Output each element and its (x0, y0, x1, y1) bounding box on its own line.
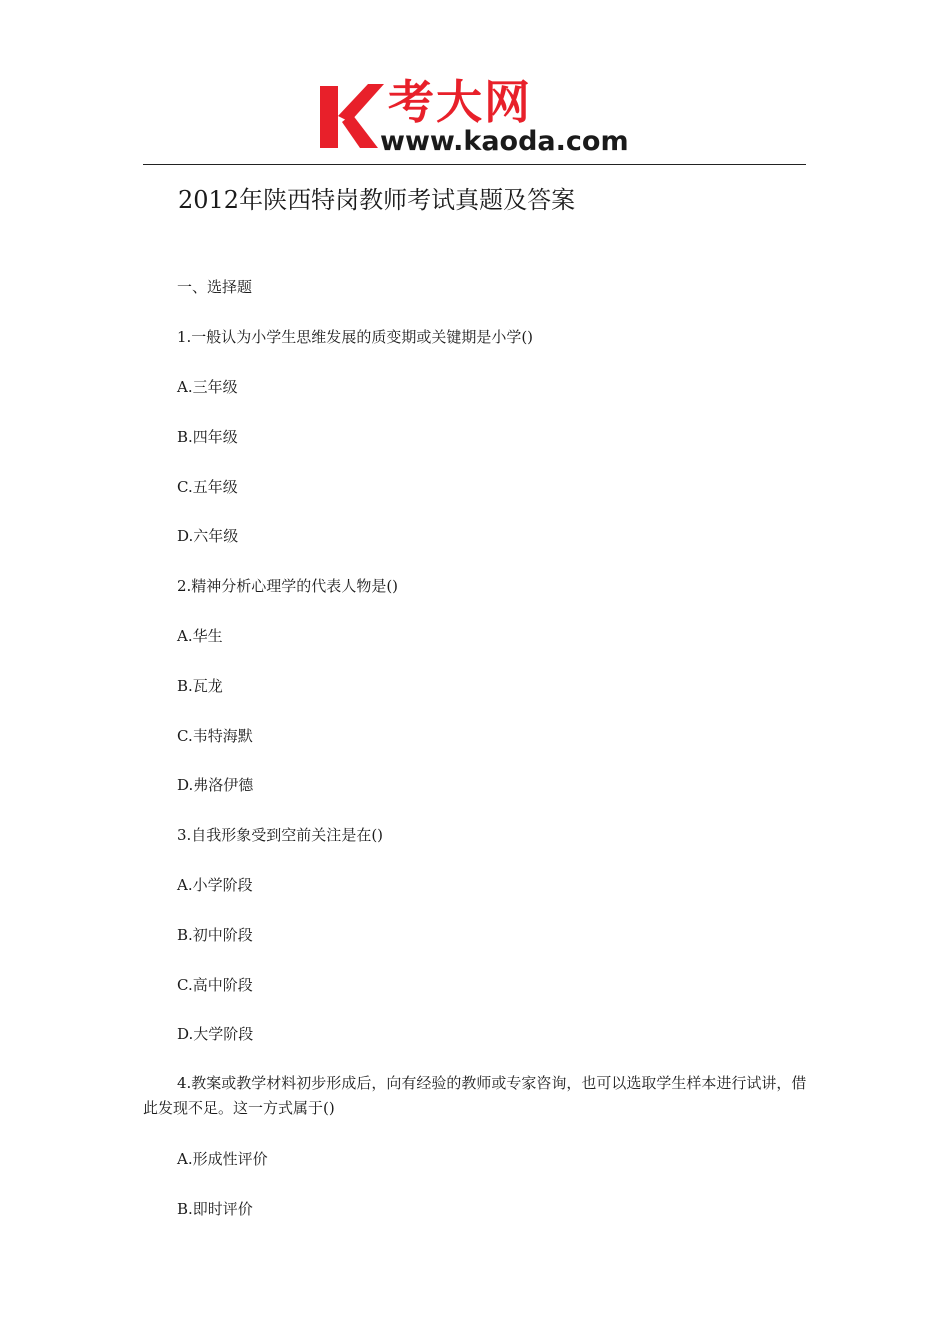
question-4-option-b: B.即时评价 (177, 1200, 253, 1218)
document-title: 2012年陕西特岗教师考试真题及答案 (178, 186, 576, 214)
question-3-option-d: D.大学阶段 (177, 1025, 254, 1043)
question-1-option-d: D.六年级 (177, 527, 239, 545)
kaoda-logo (318, 76, 638, 160)
question-2-option-d: D.弗洛伊德 (177, 776, 254, 794)
question-1-option-c: C.五年级 (177, 478, 238, 496)
question-1-stem: 1.一般认为小学生思维发展的质变期或关键期是小学() (177, 328, 534, 346)
logo-url-text: www.kaoda.com (380, 126, 629, 157)
k-logo-icon (318, 82, 384, 152)
question-2-option-a: A.华生 (177, 627, 223, 645)
question-2-stem: 2.精神分析心理学的代表人物是() (177, 577, 399, 595)
question-4-option-a: A.形成性评价 (177, 1150, 268, 1168)
question-3-option-a: A.小学阶段 (177, 876, 253, 894)
question-1-option-a: A.三年级 (177, 378, 238, 396)
section-heading: 一、选择题 (177, 278, 253, 296)
question-3-option-c: C.高中阶段 (177, 976, 253, 994)
question-3-option-b: B.初中阶段 (177, 926, 253, 944)
question-2-option-b: B.瓦龙 (177, 677, 223, 695)
question-3-stem: 3.自我形象受到空前关注是在() (177, 826, 384, 844)
question-4-stem: 4.教案或教学材料初步形成后，向有经验的教师或专家咨询，也可以选取学生样本进行试讲，借此发现不足。这一方式属于() (143, 1074, 807, 1117)
question-1-option-b: B.四年级 (177, 428, 238, 446)
header-divider (143, 164, 806, 165)
question-2-option-c: C.韦特海默 (177, 727, 253, 745)
logo-brand-text: 考大网 (388, 75, 532, 129)
